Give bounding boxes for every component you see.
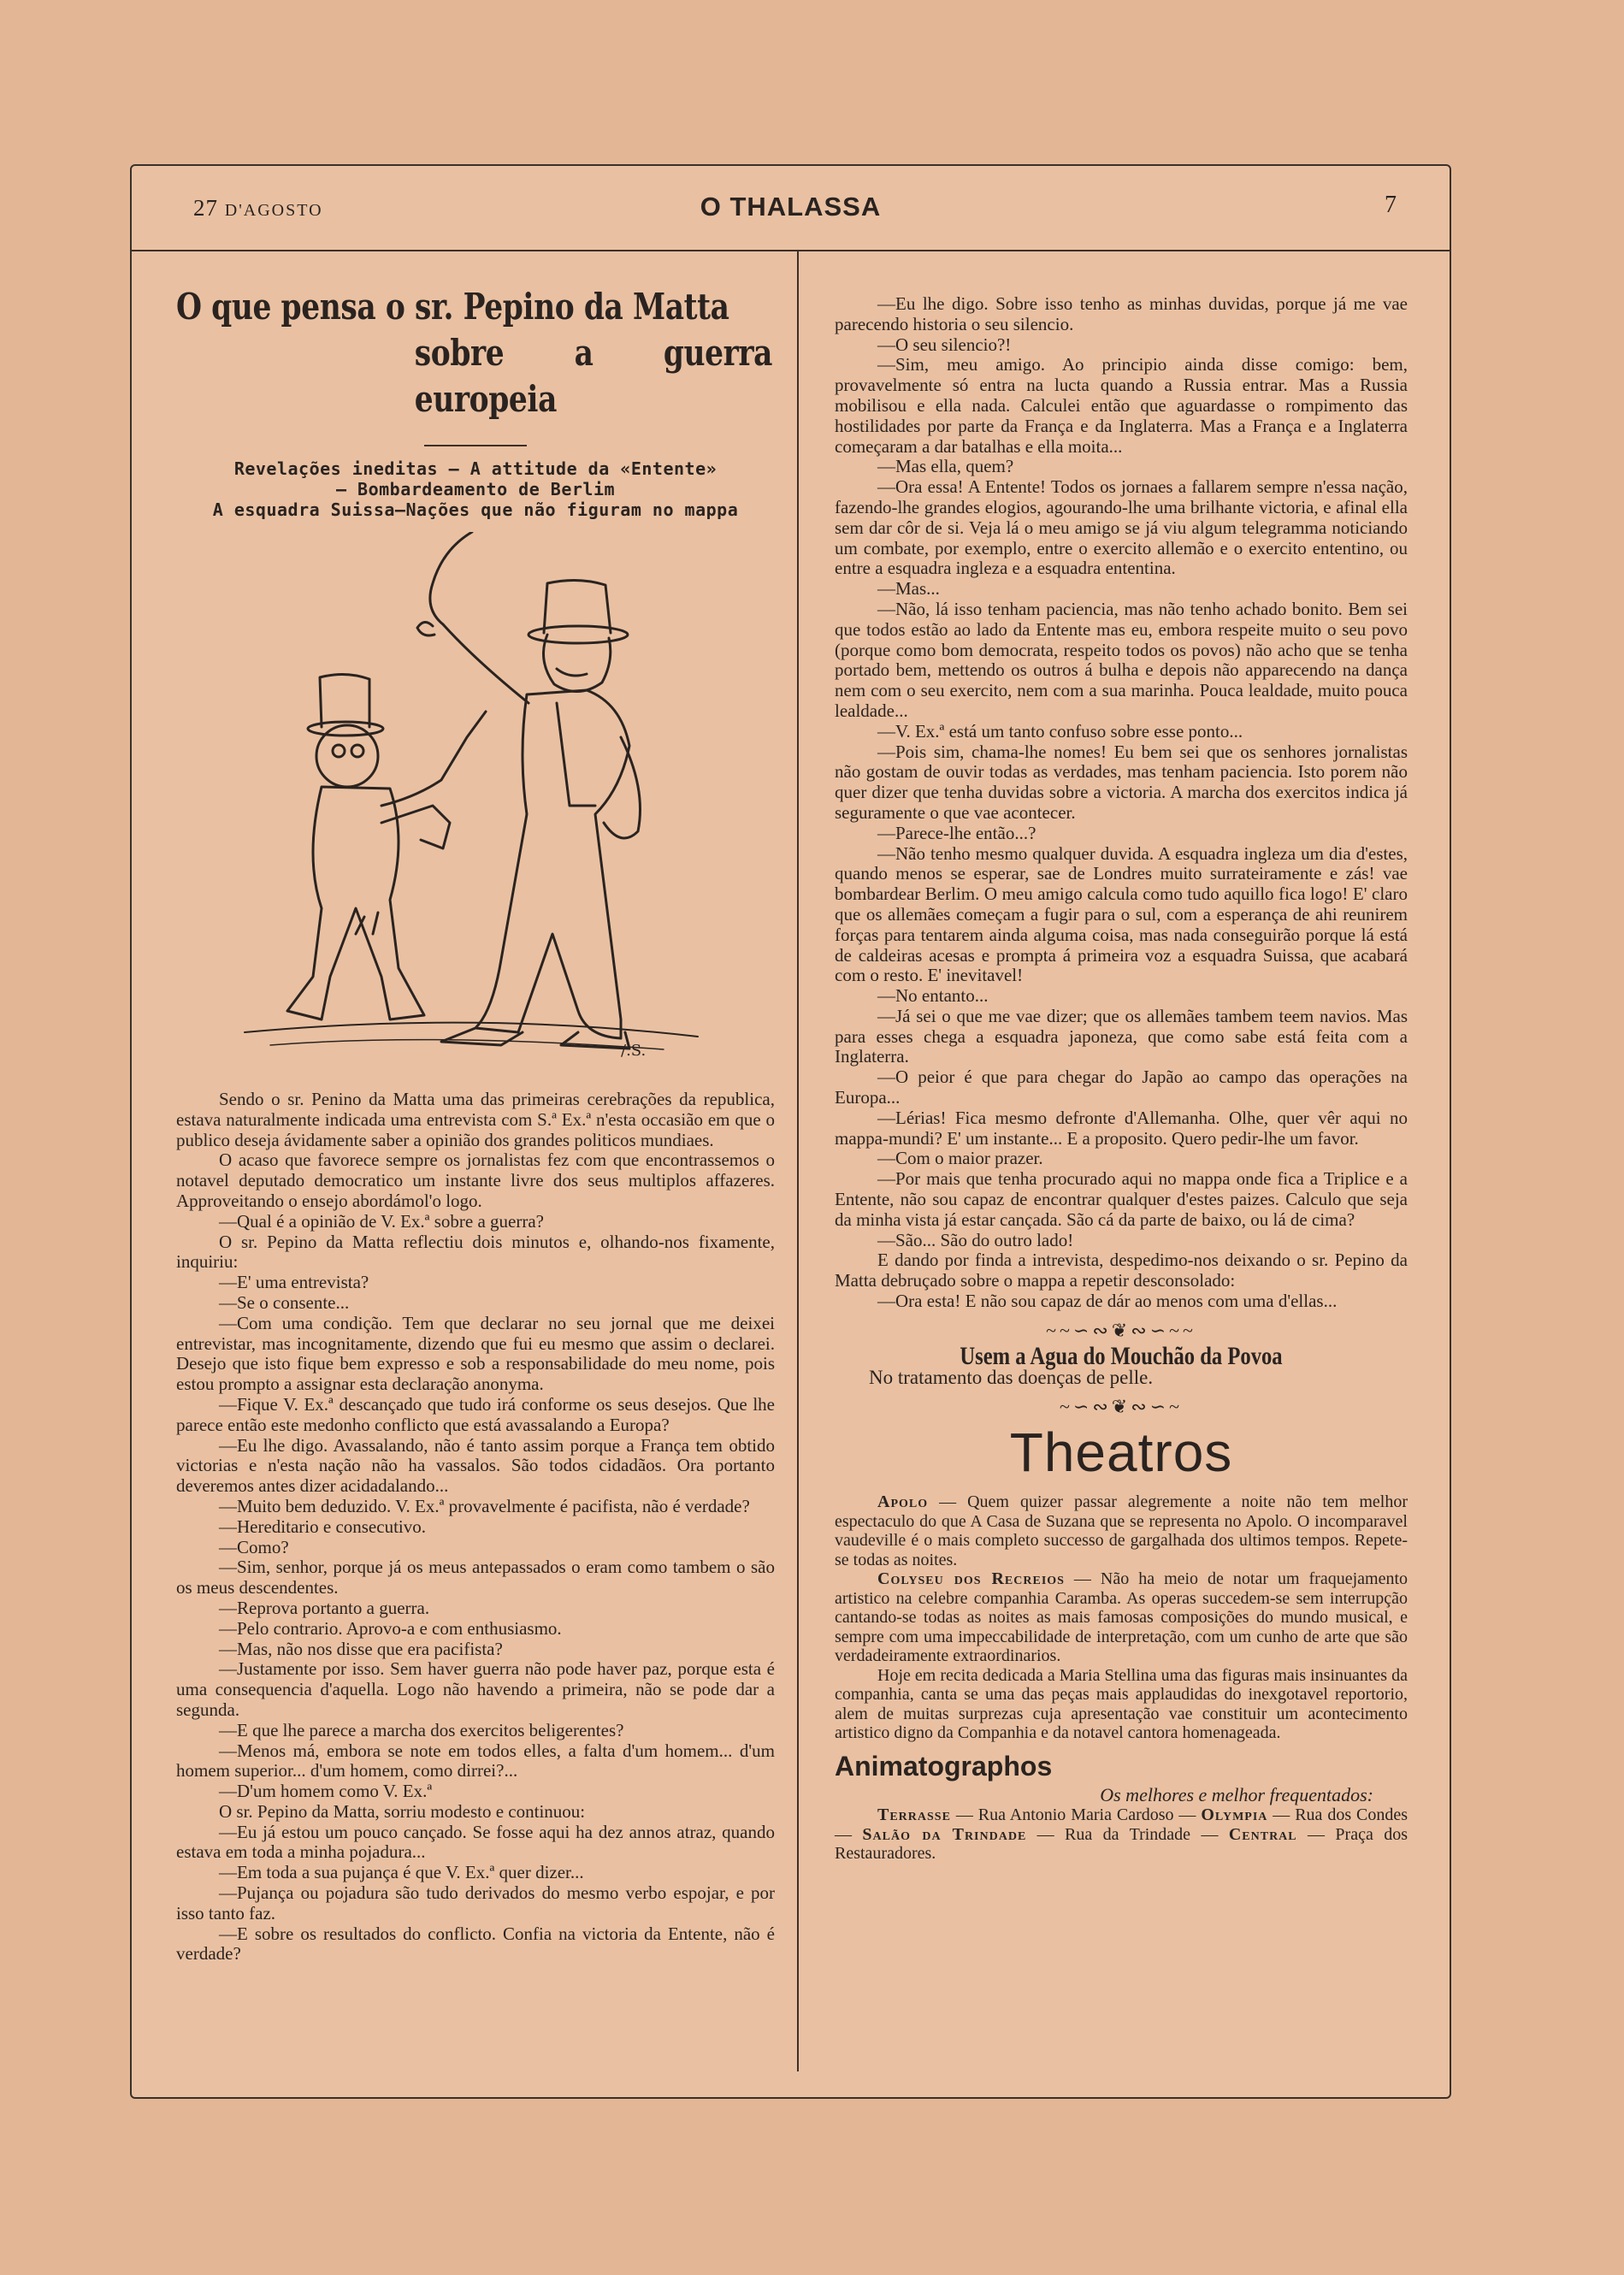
article-paragraph: E dando por finda a intrevista, despedimo-nos deixando o sr. Pepino da Matta debruçado sobre o mappa a repetir desconsolado: [835, 1250, 1408, 1291]
theatre-listing: Apolo — Quem quizer passar alegremente a noite não tem melhor espectaculo do que A Casa de Suzana que se representa no Apolo. O incomparavel vaudeville é o mais completo successo de gargalhada dos ultimos tempos. Repete-se todas as noites. [835, 1492, 1408, 1569]
article-paragraph: —Reprova portanto a guerra. [219, 1597, 430, 1618]
article-paragraph: —Com uma condição. Tem que declarar no seu jornal que me deixei entrevistar, mas incognitamente, dizendo que fui eu mesmo que assim o declarei. Desejo que isto fique bem expresso e sob a responsabilidade do meu nome, pois estou prompto a assignar esta declaração anonyma. [176, 1312, 775, 1395]
article-paragraph: —Eu já estou um pouco cançado. Se fosse aqui ha dez annos atraz, quando estava em toda a minha pojadura... [176, 1821, 775, 1863]
cinema-listing: Terrasse — Rua Antonio Maria Cardoso — Olympia — Rua dos Condes — Salão da Trindade — Rua da Trindade — Central — Praça dos Restauradores. [835, 1805, 1408, 1864]
svg-text:/.S.: /.S. [621, 1042, 647, 1060]
article-paragraph: O acaso que favorece sempre os jornalistas fez com que encontrassemos o notavel deputado democratico um instante livre dos seus multiplos affazeres. Approveitando o ensejo abordámol'o logo. [176, 1149, 775, 1211]
article-summary: Revelações ineditas — A attitude da «Entente» — Bombardeamento de Berlim A esquadra Suissa—Nações que não figuram no mappa [212, 458, 739, 520]
article-paragraph: —Ora esta! E não sou capaz de dár ao menos com uma d'ellas... [877, 1291, 1338, 1312]
theatros-heading: Theatros [1009, 1421, 1233, 1484]
article-paragraph: —Eu lhe digo. Avassalando, não é tanto assim porque a França tem obtido victorias e n'esta nação não ha vassalos. São todos cidadãos. Ora portanto deveremos antes dizer acidadalando... [176, 1434, 775, 1497]
article-paragraph: —O seu silencio?! [877, 334, 1012, 355]
article-paragraph: —Ora essa! A Entente! Todos os jornaes a fallarem sempre n'essa nação, fazendo-lhe grandes elogios, agourando-lhe uma brilhante victoria, e afinal ella sem dar côr de si. Veja lá o meu amigo se já viu algum telegramma noticiando um combate, por exemplo, entre o exercito allemão e o exercito ententino, ou entre a esquadra ingleza e a esquadra ententina. [835, 476, 1408, 579]
article-paragraph: —Pujança ou pojadura são tudo derivados do mesmo verbo espojar, e por isso tanto faz. [176, 1882, 775, 1923]
article-paragraph: —Parece-lhe então...? [877, 822, 1036, 843]
issue-date: 27 D'AGOSTO [193, 195, 323, 221]
article-paragraph: —Por mais que tenha procurado aqui no mappa onde fica a Triplice e a Entente, não sou capaz de encontrar qualquer d'estes paizes. Calculo que seja da minha vista já estar cançada. São cá da parte de baixo, ou lá de cima? [835, 1168, 1408, 1230]
article-paragraph: —Qual é a opinião de V. Ex.ª sobre a guerra? [219, 1210, 544, 1232]
article-paragraph: —Sim, meu amigo. Ao principio ainda disse comigo: bem, provavelmente só entra na lucta quando a Russia entrar. Mas a Russia mobilisou e ella nada. Calculei então que aguardasse o rompimento das hostilidades por parte da França e da Inglaterra. Mas a França e a Inglaterra começaram a dar batalhas e ella moita... [835, 354, 1408, 457]
article-paragraph: —Não tenho mesmo qualquer duvida. A esquadra ingleza um dia d'estes, quando menos se esperar, sae de Londres muito surrateiramente e zás! vae bombardear Berlim. O meu amigo calcula como tudo aquillo fica logo! E' claro que os allemães começam a fugir para o sul, com a esperança de ahi reunirem forças para tentarem ainda alguma coisa, mas nada conseguirão porque lá está de caldeiras acesas e prompta á primeira voz a esquadra Suissa, que acabará com o resto. E' inevitavel! [835, 842, 1408, 986]
article-paragraph: —Sim, senhor, porque já os meus antepassados o eram como tambem o são os meus descendentes. [176, 1557, 775, 1598]
article-paragraph: —Hereditario e consecutivo. [219, 1516, 426, 1537]
article-paragraph: —E' uma entrevista? [219, 1272, 369, 1293]
article-paragraph: —Com o maior prazer. [877, 1148, 1043, 1169]
article-paragraph: —Justamente por isso. Sem haver guerra não pode haver paz, porque esta é uma consequencia d'aquella. Logo não havendo a primeira, não se pode dar a segunda. [176, 1658, 775, 1720]
article-paragraph: Sendo o sr. Penino da Matta uma das primeiras cerebrações da republica, estava naturalmente indicada uma entrevista com S.ª Ex.ª n'esta occasião em que o publico deseja ávidamente saber a opinião dos grandes politicos mundiaes. [176, 1089, 775, 1150]
article-paragraph: —E que lhe parece a marcha dos exercitos beligerentes? [219, 1719, 624, 1740]
theatre-listing: Hoje em recita dedicada a Maria Stellina uma das figuras mais insinuantes da companhia, canta se uma das peças mais applaudidas do inexgotavel reportorio, alem de muitas surprezas cuja apresentação vae constituir um acontecimento artistico digno da Companhia e da notavel cantora homenageada. [835, 1665, 1408, 1743]
article-paragraph: —Como? [219, 1536, 289, 1557]
title-rule [424, 445, 527, 446]
theatre-listing: Colyseu dos Recreios — Não ha meio de notar um fraquejamento artistico na celebre companhia Caramba. As operas succedem-se sem interrupção cantando-se todas as noites as mais famosas composições do mundo musical, e sempre com uma impeccabilidade de interpretação, com um cunho de arte que são verdadeiramente extraordinarios. [835, 1569, 1408, 1666]
article-paragraph: —São... São do outro lado! [877, 1229, 1074, 1250]
article-paragraph: —Mas... [877, 578, 940, 600]
animatographos-subtitle: Os melhores e melhor frequentados: [1100, 1784, 1373, 1806]
article-paragraph: —D'um homem como V. Ex.ª [219, 1781, 433, 1802]
article-paragraph: —O peior é que para chegar do Japão ao campo das operações na Europa... [835, 1067, 1408, 1108]
article-paragraph: —Mas ella, quem? [877, 456, 1014, 477]
article-paragraph: —Se o consente... [219, 1291, 350, 1313]
animatographos-heading: Animatographos [835, 1750, 1053, 1782]
left-column [176, 284, 775, 1965]
article-paragraph: —Menos má, embora se note em todos elles, a falta d'um homem... d'um homem superior... d'um homem, como dirrei?... [176, 1740, 775, 1782]
ornament-divider: ~∽∾❦∾∽~ [1060, 1396, 1183, 1418]
ornament-divider: ~~∽∾❦∾∽~~ [1046, 1319, 1196, 1341]
page-header [132, 166, 1450, 251]
article-title: O que pensa o sr. Pepino da Matta sobre a guerra europeia [176, 286, 772, 420]
article-paragraph: —Não, lá isso tenham paciencia, mas não tenho achado bonito. Bem sei que todos estão ao lado da Entente mas eu, embora respeite muito o seu povo (porque como bom democrata, respeito todos os povos) não acho que se tenha portado bem, mettendo os outros á bulha e depois não apparecendo na dança nem com o seu exercito, nem com a sua marinha. Pouca lealdade, muito pouca lealdade... [835, 598, 1408, 721]
article-paragraph: —Já sei o que me vae dizer; que os allemães tambem teem navios. Mas para esses chega a esquadra japoneza, que como sabe está feita com a Inglaterra. [835, 1005, 1408, 1067]
article-paragraph: —Mas, não nos disse que era pacifista? [219, 1638, 503, 1659]
article-paragraph: —Muito bem deduzido. V. Ex.ª provavelmente é pacifista, não é verdade? [219, 1495, 750, 1516]
ad-title: Usem a Agua do Mouchão da Povoa [960, 1341, 1283, 1370]
article-paragraph: —Em toda a sua pujança é que V. Ex.ª quer dizer... [219, 1862, 584, 1883]
article-paragraph: —Lérias! Fica mesmo defronte d'Allemanha. Olhe, quer vêr aqui no mappa-mundi? E' um instante... E a proposito. Quero pedir-lhe um favor. [835, 1107, 1408, 1149]
article-paragraph: O sr. Pepino da Matta, sorriu modesto e continuou: [219, 1800, 586, 1822]
article-paragraph: —Fique V. Ex.ª descançado que tudo irá conforme os seus desejos. Que lhe parece então este medonho conflicto que está avassalando a Europa? [176, 1393, 775, 1435]
ad-text: No tratamento das doenças de pelle. [869, 1367, 1154, 1389]
article-paragraph: O sr. Pepino da Matta reflectiu dois minutos e, olhando-nos fixamente, inquiriu: [176, 1231, 775, 1273]
article-paragraph: —Eu lhe digo. Sobre isso tenho as minhas duvidas, porque já me vae parecendo historia o seu silencio. [835, 293, 1408, 334]
page-number: 7 [1385, 192, 1397, 218]
column-divider [797, 250, 799, 2071]
newspaper-title: O THALASSA [700, 192, 882, 222]
cartoon-illustration [219, 532, 732, 1079]
article-paragraph: —Pois sim, chama-lhe nomes! Eu bem sei que os senhores jornalistas não gostam de ouvir todas as verdades, mas tenham paciencia. Isto porem não quer dizer que tenha duvidas sobre a victoria. A marcha dos exercitos indica já seguramente o que vae acontecer. [835, 741, 1408, 823]
right-column [835, 294, 1408, 1864]
article-paragraph: —Pelo contrario. Aprovo-a e com enthusiasmo. [219, 1617, 562, 1639]
newspaper-page [130, 164, 1451, 2099]
article-paragraph: —V. Ex.ª está um tanto confuso sobre esse ponto... [877, 720, 1243, 742]
article-paragraph: —E sobre os resultados do conflicto. Confia na victoria da Entente, não é verdade? [176, 1923, 775, 1965]
article-paragraph: —No entanto... [877, 985, 989, 1007]
